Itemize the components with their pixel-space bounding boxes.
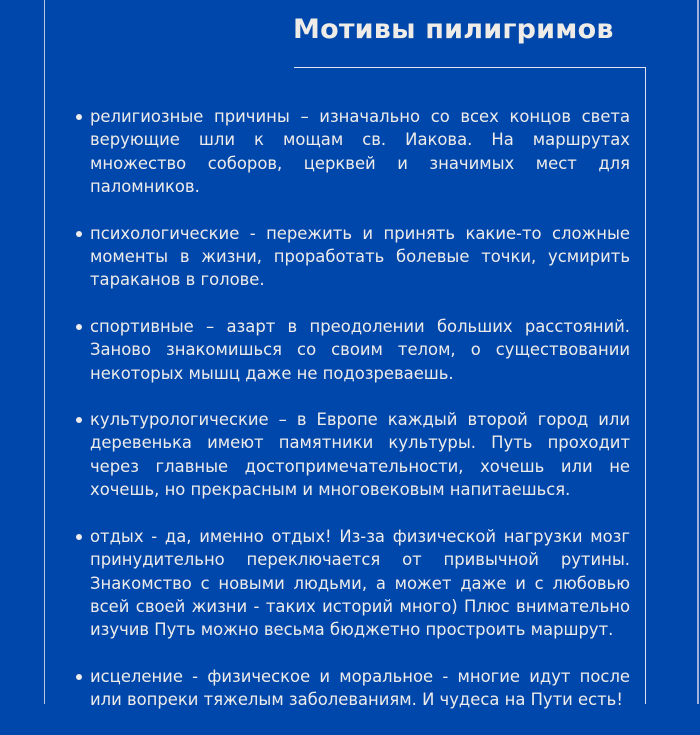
bullet-icon bbox=[76, 674, 82, 680]
list-item-text: культурологические – в Европе каждый второй город или деревенька имеют памятники культуры. Путь проходит через главные достопримечательности, хочешь или не хочешь, но прекрасным и многовековым напитаешься. bbox=[90, 410, 630, 500]
list-item-rest bbox=[72, 525, 630, 642]
list-item-text: психологические - пережить и принять какие-то сложные моменты в жизни, проработать болевые точки, усмирить тараканов в голове. bbox=[90, 223, 630, 290]
list-item-text: отдых - да, именно отдых! Из-за физической нагрузки мозг принудительно переключается от привычной рутины. Знакомство с новыми людьми, а может даже и с любовью всей своей жизни - таких историй много) Плюс внимательно изучив Путь можно весьма бюджетно простроить маршрут. bbox=[90, 526, 630, 640]
list-item-text: исцеление - физическое и моральное - многие идут после или вопреки тяжелым заболеваниям. И чудеса на Пути есть! bbox=[90, 666, 630, 710]
bullet-icon bbox=[76, 231, 82, 237]
motives-list bbox=[72, 105, 630, 735]
list-item-religious bbox=[72, 105, 630, 199]
list-item-healing bbox=[72, 665, 630, 712]
right-edge-line bbox=[697, 0, 699, 704]
bullet-icon bbox=[76, 114, 82, 120]
frame-right-line bbox=[645, 67, 646, 704]
page-title: Мотивы пилигримов bbox=[293, 14, 614, 45]
bullet-icon bbox=[76, 417, 82, 423]
bullet-icon bbox=[76, 324, 82, 330]
list-item-text: спортивные – азарт в преодолении больших расстояний. Заново знакомишься со своим телом, о существовании некоторых мышц даже не подозреваешь. bbox=[90, 316, 630, 383]
left-border-line bbox=[44, 0, 45, 704]
frame-top-line bbox=[294, 67, 646, 68]
bullet-icon bbox=[76, 534, 82, 540]
list-item-sport bbox=[72, 315, 630, 385]
list-item-text: религиозные причины – изначально со всех концов света верующие шли к мощам св. Иакова. На маршрутах множество соборов, церквей и значимых мест для паломников. bbox=[90, 107, 630, 197]
list-item-psychological bbox=[72, 222, 630, 292]
list-item-cultural bbox=[72, 408, 630, 502]
